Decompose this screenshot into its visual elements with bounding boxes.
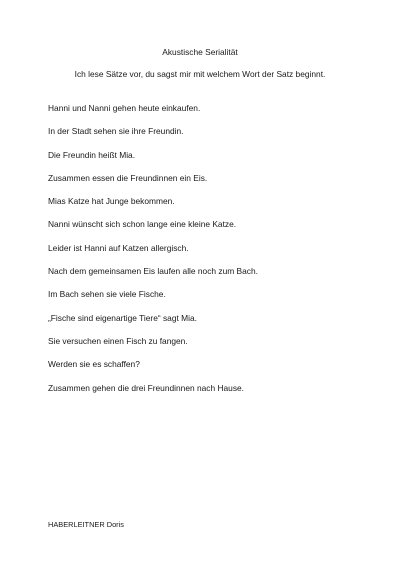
sentence: Nanni wünscht sich schon lange eine kleine Katze. — [48, 219, 237, 230]
sentence: „Fische sind eigenartige Tiere“ sagt Mia. — [48, 312, 197, 323]
instruction-text: Ich lese Sätze vor, du sagst mir mit welchem Wort der Satz beginnt. — [74, 69, 326, 79]
sentence: Sie versuchen einen Fisch zu fangen. — [48, 335, 188, 346]
sentence: Zusammen gehen die drei Freundinnen nach Hause. — [48, 382, 245, 393]
sentence: Im Bach sehen sie viele Fische. — [48, 289, 166, 300]
sentence: In der Stadt sehen sie ihre Freundin. — [48, 126, 184, 137]
sentence: Die Freundin heißt Mia. — [48, 149, 136, 160]
sentence-list — [48, 103, 368, 406]
sentence: Zusammen essen die Freundinnen ein Eis. — [48, 172, 208, 183]
footer-author: HABERLEITNER Doris — [48, 520, 124, 529]
sentence: Mias Katze hat Junge bekommen. — [48, 196, 175, 207]
sentence: Nach dem gemeinsamen Eis laufen alle noch zum Bach. — [48, 266, 258, 277]
sentence: Werden sie es schaffen? — [48, 359, 140, 370]
sentence: Leider ist Hanni auf Katzen allergisch. — [48, 242, 189, 253]
sentence: Hanni und Nanni gehen heute einkaufen. — [48, 103, 201, 113]
document-title: Akustische Serialität — [162, 47, 238, 57]
